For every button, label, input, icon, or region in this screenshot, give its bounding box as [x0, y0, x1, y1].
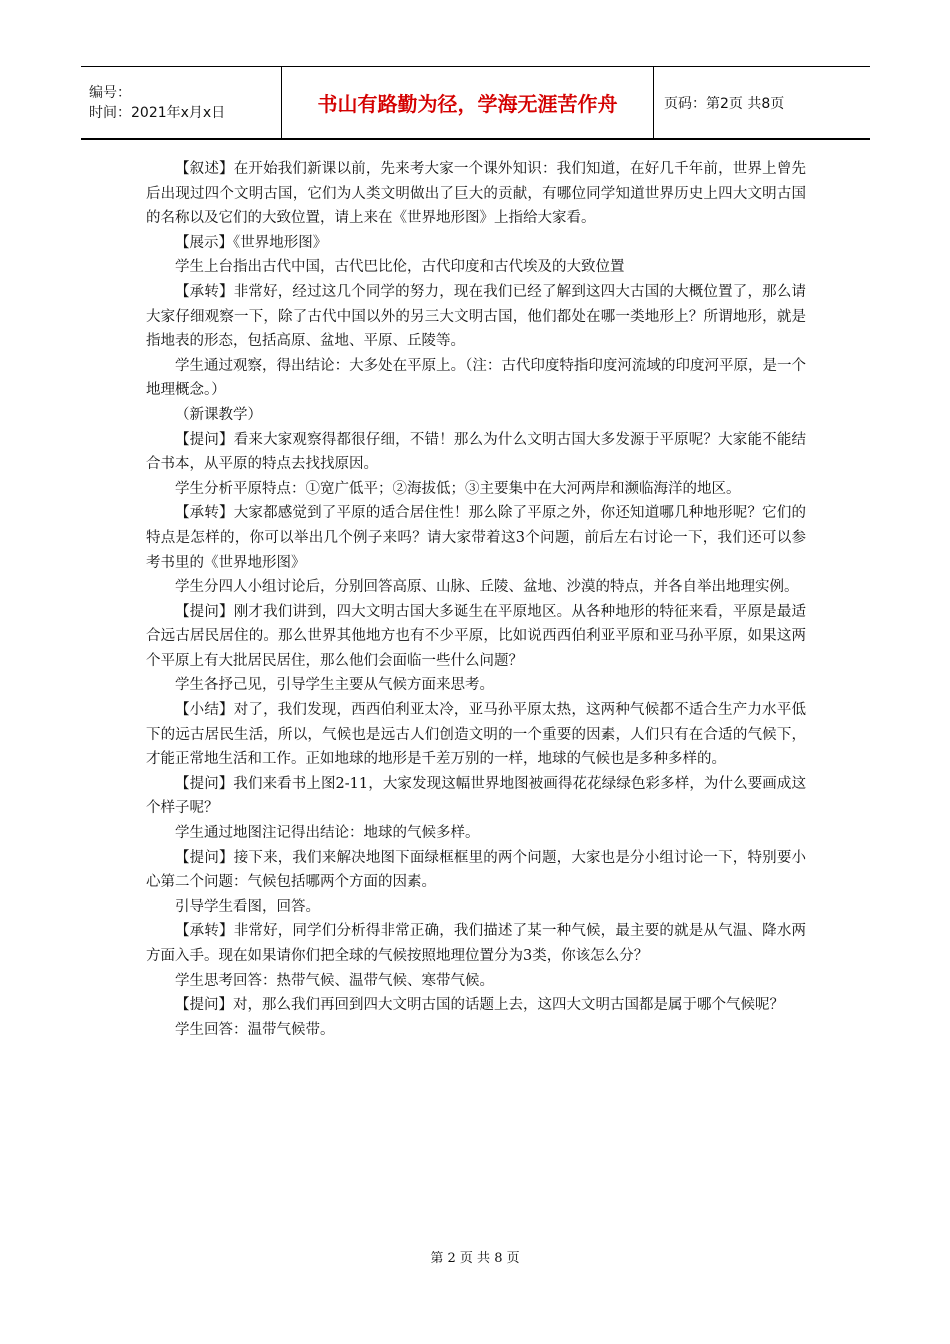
paragraph: 学生思考回答：热带气候、温带气候、寒带气候。: [175, 972, 494, 989]
paragraph: 【承转】大家都感觉到了平原的适合居住性！那么除了平原之外，你还知道哪几种地形呢？它们的特点是怎样的，你可以举出几个例子来吗？请大家带着这3个问题，前后左右讨论一下，我们还可以参考书里的《世界地形图》: [146, 505, 806, 571]
paragraph: 学生通过观察，得出结论：大多处在平原上。（注：古代印度特指印度河流域的印度河平原，是一个地理概念。）: [146, 357, 806, 399]
paragraph: 学生上台指出古代中国，古代巴比伦，古代印度和古代埃及的大致位置: [175, 259, 625, 276]
paragraph: （新课教学）: [175, 406, 262, 423]
paragraph: 引导学生看图，回答。: [175, 898, 320, 915]
paragraph: 【提问】接下来，我们来解决地图下面绿框框里的两个问题，大家也是分小组讨论一下，特别要小心第二个问题：气候包括哪两个方面的因素。: [146, 849, 806, 891]
paragraph: 【提问】看来大家观察得都很仔细，不错！那么为什么文明古国大多发源于平原呢？大家能不能结合书本，从平原的特点去找找原因。: [146, 431, 806, 473]
paragraph: 【展示】《世界地形图》: [175, 234, 328, 251]
paragraph: 【提问】我们来看书上图2-11，大家发现这幅世界地图被画得花花绿绿色彩多样，为什么要画成这个样子呢？: [146, 775, 806, 817]
header-motto: 书山有路勤为径，学海无涯苦作舟: [282, 67, 654, 138]
paragraph: 学生分四人小组讨论后，分别回答高原、山脉、丘陵、盆地、沙漠的特点，并各自举出地理实例。: [175, 579, 799, 596]
paragraph: 学生通过地图注记得出结论：地球的气候多样。: [175, 825, 480, 842]
paragraph: 学生回答：温带气候带。: [175, 1021, 335, 1038]
paragraph: 学生各抒己见，引导学生主要从气候方面来思考。: [175, 677, 494, 694]
page-footer: 第 2 页 共 8 页: [430, 1251, 520, 1266]
paragraph: 学生分析平原特点：①宽广低平；②海拔低；③主要集中在大河两岸和濒临海洋的地区。: [175, 480, 741, 497]
paragraph: 【提问】对，那么我们再回到四大文明古国的话题上去，这四大文明古国都是属于哪个气候呢？: [175, 997, 784, 1014]
paragraph: 【提问】刚才我们讲到，四大文明古国大多诞生在平原地区。从各种地形的特征来看，平原是最适合远古居民居住的。那么世界其他地方也有不少平原，比如说西西伯利亚平原和亚马孙平原，如果这两个平原上有大批居民居住，那么他们会面临一些什么问题？: [146, 603, 806, 669]
page-header: [81, 66, 870, 140]
lesson-body: [146, 157, 806, 1042]
paragraph: 【叙述】在开始我们新课以前，先来考大家一个课外知识：我们知道，在好几千年前，世界上曾先后出现过四个文明古国，它们为人类文明做出了巨大的贡献，有哪位同学知道世界历史上四大文明古国的名称以及它们的大致位置，请上来在《世界地形图》上指给大家看。: [146, 161, 806, 227]
date-label: 时间：2021年x月x日: [89, 104, 226, 121]
paragraph: 【承转】非常好，经过这几个同学的努力，现在我们已经了解到这四大古国的大概位置了，那么请大家仔细观察一下，除了古代中国以外的另三大文明古国，他们都处在哪一类地形上？所谓地形，就是指地表的形态，包括高原、盆地、平原、丘陵等。: [146, 283, 806, 350]
header-meta: [81, 67, 282, 138]
serial-label: 编号：: [89, 84, 131, 101]
paragraph: 【承转】非常好，同学们分析得非常正确，我们描述了某一种气候，最主要的就是从气温、降水两方面入手。现在如果请你们把全球的气候按照地理位置分为3类，你该怎么分？: [146, 923, 806, 964]
header-page-info: 页码：第2页 共8页: [664, 95, 785, 112]
paragraph: 【小结】对了，我们发现，西西伯利亚太冷，亚马孙平原太热，这两种气候都不适合生产力水平低下的远古居民生活，所以，气候也是远古人们创造文明的一个重要的因素，人们只有在合适的气候下，才能正常地生活和工作。正如地球的地形是千差万别的一样，地球的气候也是多种多样的。: [146, 702, 806, 768]
